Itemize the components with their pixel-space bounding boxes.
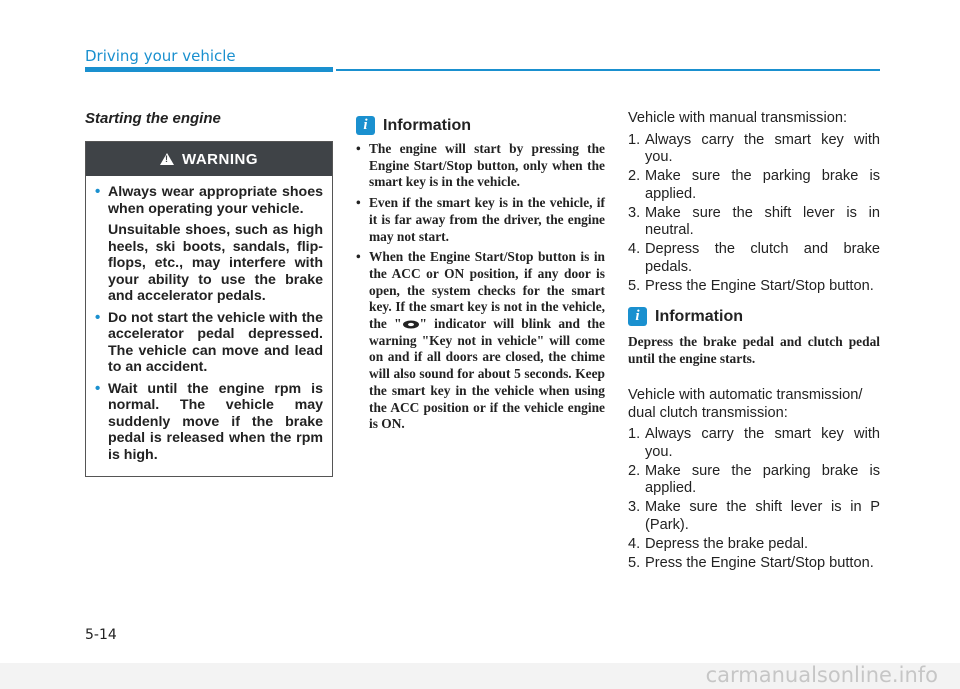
info-header xyxy=(628,307,880,326)
step-text: Press the Engine Start/Stop button. xyxy=(645,277,874,294)
bullet-icon: • xyxy=(95,183,101,200)
automatic-steps xyxy=(628,426,880,572)
bullet-icon: • xyxy=(95,379,101,397)
step-text: Make sure the parking brake is applied. xyxy=(645,462,880,497)
step-item xyxy=(628,426,880,461)
step-item xyxy=(628,536,880,554)
step-item xyxy=(628,168,880,203)
automatic-intro: Vehicle with automatic transmission/ dual clutch transmission: xyxy=(628,387,863,421)
info-text: Even if the smart key is in the vehicle, if it is far away from the driver, the engine may not start. xyxy=(369,195,605,244)
step-item xyxy=(628,278,880,296)
warning-heading: WARNING xyxy=(182,150,258,168)
step-item xyxy=(628,499,880,534)
warning-list xyxy=(95,184,323,463)
step-text: Make sure the parking brake is applied. xyxy=(645,168,880,202)
step-text: Always carry the smart key with you. xyxy=(645,426,880,460)
info-item xyxy=(356,249,605,433)
step-number: 3. xyxy=(628,204,641,221)
bullet-icon: • xyxy=(95,308,101,326)
bullet-icon: • xyxy=(356,249,361,265)
step-text: Make sure the shift lever is in neutral. xyxy=(645,204,880,238)
step-number: 1. xyxy=(628,131,641,148)
step-text: Make sure the shift lever is in P (Park). xyxy=(645,499,880,533)
warning-item xyxy=(95,310,323,376)
warning-header xyxy=(86,142,332,176)
bullet-icon: • xyxy=(356,141,361,156)
warning-text: Always wear appropriate shoes when operating your vehicle. xyxy=(108,184,323,217)
column-right xyxy=(628,108,880,574)
manual-steps xyxy=(628,132,880,296)
warning-item xyxy=(95,184,323,305)
step-item xyxy=(628,241,880,276)
smart-key-icon xyxy=(402,320,420,329)
info-header xyxy=(356,116,605,135)
info-heading: Information xyxy=(383,116,471,134)
info-note: Depress the brake pedal and clutch pedal until the engine starts. xyxy=(628,334,880,366)
info-item xyxy=(356,141,605,191)
warning-text: Do not start the vehicle with the accelerator pedal depressed. The vehicle can move and lead to an accident. xyxy=(108,309,323,375)
information-icon: i xyxy=(356,116,375,135)
info-text-after: " indicator will blink and the warning "Key not in vehicle" will come on and if all doors are closed, the chime will also sound for about 5 seconds. Keep the smart key in the vehicle when using the ACC position or if the vehicle engine is ON. xyxy=(369,316,605,432)
step-text: Press the Engine Start/Stop button. xyxy=(645,554,874,571)
info-list xyxy=(356,141,605,433)
page-number: 5-14 xyxy=(85,627,117,643)
step-item xyxy=(628,555,880,573)
information-icon: i xyxy=(628,307,647,326)
column-left xyxy=(85,108,333,477)
step-number: 1. xyxy=(628,426,641,443)
step-text: Always carry the smart key with you. xyxy=(645,131,880,165)
info-heading: Information xyxy=(655,307,743,325)
step-item xyxy=(628,463,880,498)
info-item xyxy=(356,195,605,245)
warning-text: Wait until the engine rpm is normal. The vehicle may suddenly move if the brake pedal is released when the rpm is high. xyxy=(108,380,323,463)
bullet-icon: • xyxy=(356,195,361,211)
warning-text: Unsuitable shoes, such as high heels, ski boots, sandals, flip-flops, etc., may interfere with your ability to use the brake and accelerator pedals. xyxy=(108,222,323,304)
manual-intro: Vehicle with manual transmission: xyxy=(628,110,848,126)
header-bar-thin xyxy=(336,69,880,71)
info-text-before: When the Engine Start/Stop button is in the ACC or ON position, if any door is open, the system checks for the smart key. If the smart key is not in the vehicle, the " xyxy=(369,249,605,332)
header-bar-thick xyxy=(85,67,333,72)
step-number: 5. xyxy=(628,554,641,571)
step-number: 2. xyxy=(628,168,641,184)
warning-triangle-icon xyxy=(160,153,174,165)
step-number: 3. xyxy=(628,499,641,516)
header-title: Driving your vehicle xyxy=(85,47,236,65)
info-text: The engine will start by pressing the Engine Start/Stop button, only when the smart key is in the vehicle. xyxy=(369,141,605,190)
step-item xyxy=(628,205,880,240)
step-text: Depress the brake pedal. xyxy=(645,535,809,552)
warning-box xyxy=(85,141,333,477)
step-number: 5. xyxy=(628,277,641,294)
step-text: Depress the clutch and brake pedals. xyxy=(645,241,880,275)
warning-item xyxy=(95,381,323,464)
section-title: Starting the engine xyxy=(85,110,221,127)
step-number: 4. xyxy=(628,535,641,552)
warning-body xyxy=(86,176,332,476)
step-item xyxy=(628,132,880,167)
column-middle xyxy=(356,108,605,437)
step-number: 2. xyxy=(628,462,641,479)
step-number: 4. xyxy=(628,241,641,257)
watermark: carmanualsonline.info xyxy=(705,663,938,687)
